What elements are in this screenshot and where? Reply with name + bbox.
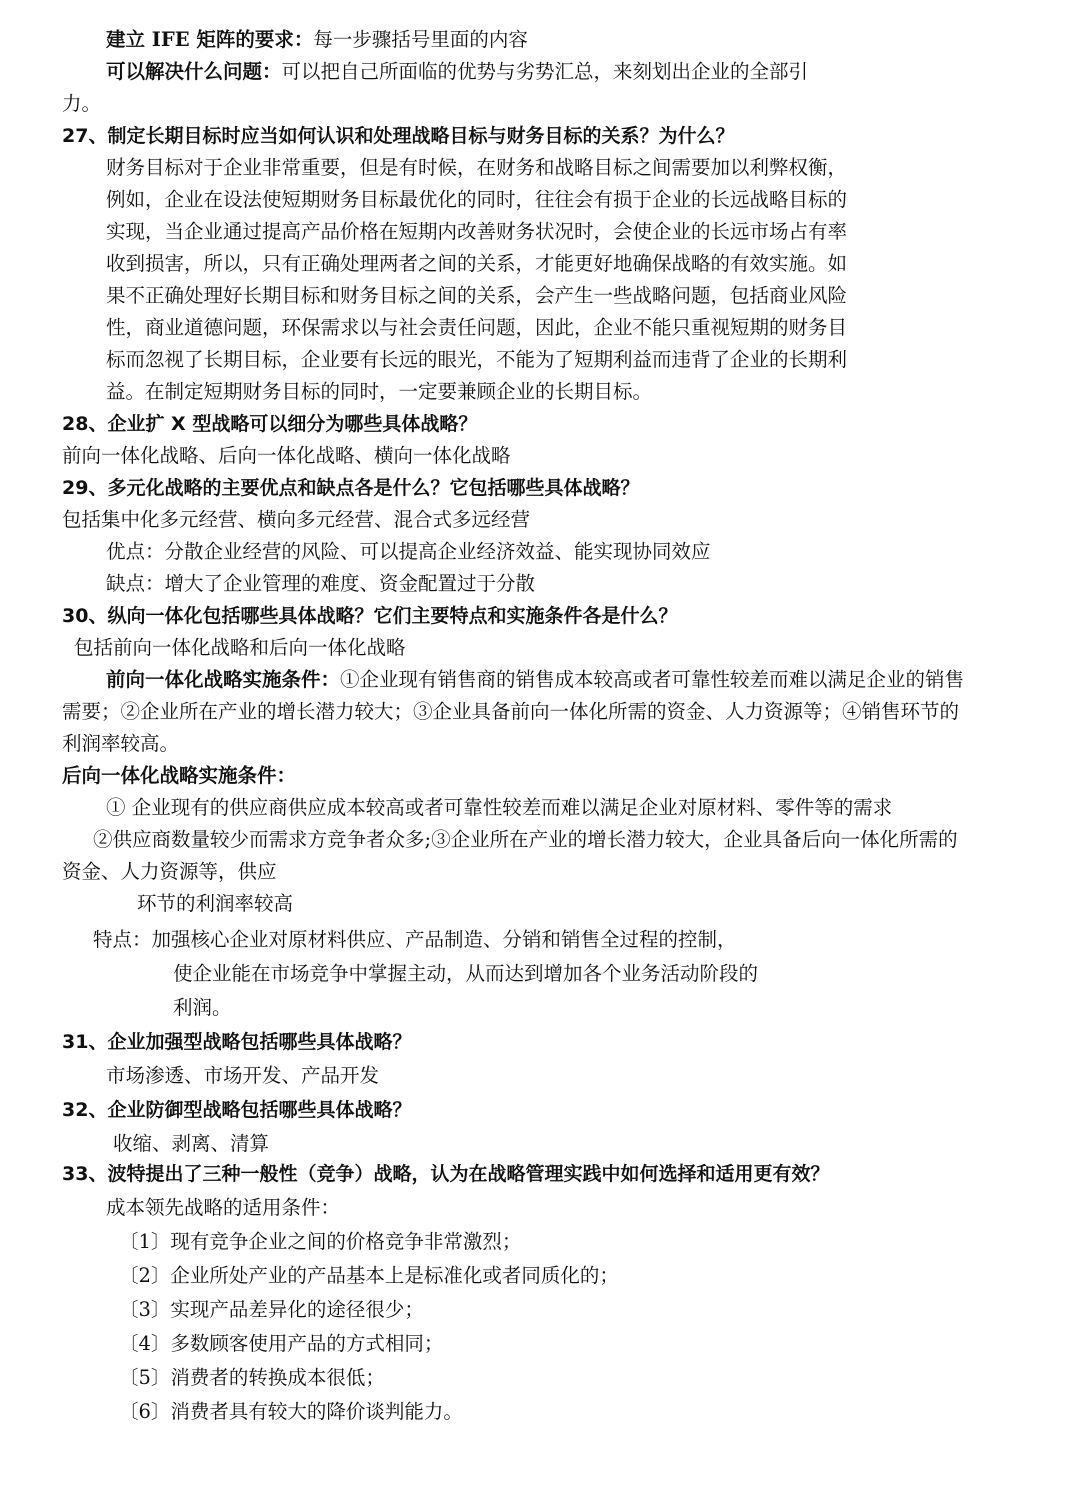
answer-29-disadvantages: 缺点：增大了企业管理的难度、资金配置过于分散 bbox=[106, 572, 536, 595]
answer-30-line: ① 企业现有的供应商供应成本较高或者可靠性较差而难以满足企业对原材料、零件等的需求 bbox=[106, 796, 893, 819]
condition-item: 〔6〕消费者具有较大的降价谈判能力。 bbox=[119, 1400, 463, 1423]
answer-27-line: 标而忽视了长期目标，企业要有长远的眼光，不能为了短期利益而违背了企业的长期利 bbox=[106, 348, 848, 371]
condition-item: 〔1〕现有竞争企业之间的价格竞争非常激烈； bbox=[119, 1230, 522, 1253]
question-30-heading: 30、纵向一体化包括哪些具体战略？它们主要特点和实施条件各是什么？ bbox=[62, 605, 678, 627]
answer-27-line: 果不正确处理好长期目标和财务目标之间的关系，会产生一些战略问题，包括商业风险 bbox=[106, 284, 848, 307]
forward-integration-label: 前向一体化战略实施条件： bbox=[106, 668, 341, 691]
question-31-heading: 31、企业加强型战略包括哪些具体战略？ bbox=[62, 1031, 412, 1053]
ife-problem-text: 可以把自己所面临的优势与劣势汇总，来刻划出企业的全部引 bbox=[281, 60, 809, 83]
paragraph-line: 力。 bbox=[62, 92, 102, 115]
answer-31-line: 市场渗透、市场开发、产品开发 bbox=[106, 1064, 380, 1087]
ife-requirement-line bbox=[106, 25, 528, 55]
answer-27-line: 性，商业道德问题，环保需求以与社会责任问题，因此，企业不能只重视短期的财务目 bbox=[106, 316, 848, 339]
answer-30-line: 需要；②企业所在产业的增长潜力较大；③企业具备前向一体化所需的资金、人力资源等；④销售环节的 bbox=[62, 700, 960, 723]
ife-problem-line bbox=[106, 57, 808, 87]
condition-item: 〔4〕多数顾客使用产品的方式相同； bbox=[119, 1332, 444, 1355]
answer-28-line: 前向一体化战略、后向一体化战略、横向一体化战略 bbox=[62, 444, 511, 467]
answer-32-line: 收缩、剥离、清算 bbox=[113, 1132, 270, 1155]
answer-30-line: 利润率较高。 bbox=[62, 732, 180, 755]
condition-item: 〔3〕实现产品差异化的途径很少； bbox=[119, 1298, 424, 1321]
answer-27-line: 益。在制定短期财务目标的同时，一定要兼顾企业的长期目标。 bbox=[106, 380, 653, 403]
ife-requirement-label: 建立 IFE 矩阵的要求： bbox=[106, 28, 314, 51]
answer-30-line: 环节的利润率较高 bbox=[137, 892, 294, 915]
answer-30-line: 包括前向一体化战略和后向一体化战略 bbox=[74, 636, 406, 659]
answer-29-advantages: 优点：分散企业经营的风险、可以提高企业经济效益、能实现协同效应 bbox=[106, 540, 711, 563]
answer-30-line: 使企业能在市场竞争中掌握主动，从而达到增加各个业务活动阶段的 bbox=[173, 962, 759, 985]
answer-29-line: 包括集中化多元经营、横向多元经营、混合式多远经营 bbox=[62, 508, 531, 531]
answer-27-line: 例如，企业在设法使短期财务目标最优化的同时，往往会有损于企业的长远战略目标的 bbox=[106, 188, 848, 211]
ife-problem-label: 可以解决什么问题： bbox=[106, 60, 282, 83]
answer-27-line: 收到损害，所以，只有正确处理两者之间的关系，才能更好地确保战略的有效实施。如 bbox=[106, 252, 848, 275]
question-32-heading: 32、企业防御型战略包括哪些具体战略？ bbox=[62, 1099, 412, 1121]
answer-33-line: 成本领先战略的适用条件： bbox=[106, 1196, 341, 1219]
question-29-heading: 29、多元化战略的主要优点和缺点各是什么？它包括哪些具体战略？ bbox=[62, 477, 640, 499]
forward-integration-conditions bbox=[106, 665, 964, 695]
condition-item: 〔5〕消费者的转换成本很低； bbox=[119, 1366, 385, 1389]
forward-integration-text: ①企业现有销售商的销售成本较高或者可靠性较差而难以满足企业的销售 bbox=[340, 668, 965, 691]
answer-30-line: 资金、人力资源等，供应 bbox=[62, 860, 277, 883]
backward-integration-label: 后向一体化战略实施条件： bbox=[62, 764, 297, 787]
answer-30-line: 利润。 bbox=[173, 996, 232, 1019]
question-27-heading: 27、制定长期目标时应当如何认识和处理战略目标与财务目标的关系？为什么？ bbox=[62, 125, 735, 147]
answer-27-line: 财务目标对于企业非常重要，但是有时候，在财务和战略目标之间需要加以利弊权衡， bbox=[106, 156, 848, 179]
answer-30-features: 特点：加强核心企业对原材料供应、产品制造、分销和销售全过程的控制， bbox=[93, 928, 737, 951]
condition-item: 〔2〕企业所处产业的产品基本上是标准化或者同质化的； bbox=[119, 1264, 619, 1287]
question-28-heading: 28、企业扩 X 型战略可以细分为哪些具体战略？ bbox=[62, 413, 478, 435]
answer-27-line: 实现，当企业通过提高产品价格在短期内改善财务状况时，会使企业的长远市场占有率 bbox=[106, 220, 848, 243]
ife-requirement-text: 每一步骤括号里面的内容 bbox=[313, 28, 528, 51]
question-33-heading: 33、波特提出了三种一般性（竞争）战略，认为在战略管理实践中如何选择和适用更有效？ bbox=[62, 1163, 830, 1185]
answer-30-line: ②供应商数量较少而需求方竞争者众多;③企业所在产业的增长潜力较大，企业具备后向一体化所需的 bbox=[93, 828, 958, 851]
